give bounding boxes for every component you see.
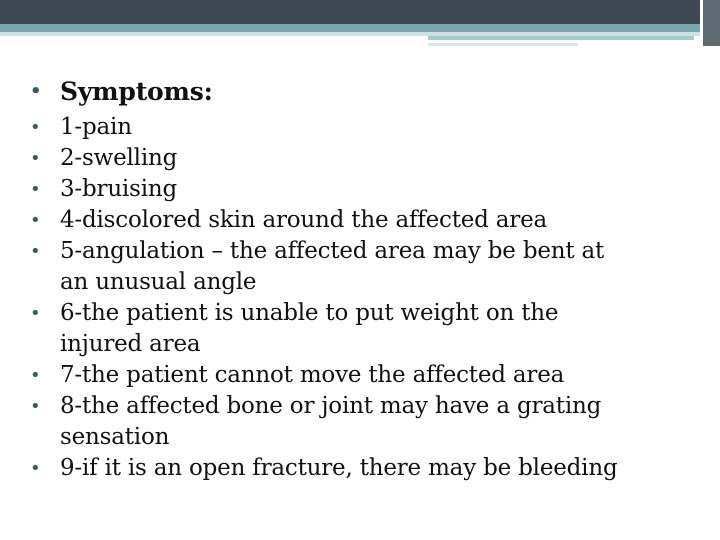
bullet-text-continuation: an unusual angle <box>60 269 257 295</box>
bullet-icon: • <box>30 179 41 200</box>
bullet-icon: • <box>30 458 41 479</box>
bullet-icon: • <box>30 396 41 417</box>
bullet-text: 4-discolored skin around the affected area <box>60 207 548 233</box>
bullet-item <box>26 236 686 298</box>
top-banner <box>0 0 720 24</box>
bullet-text: 7-the patient cannot move the affected area <box>60 362 565 388</box>
bullet-item <box>26 391 686 453</box>
bullet-text: 2-swelling <box>60 145 178 171</box>
bullet-text: 5-angulation – the affected area may be bent at <box>60 238 605 264</box>
bullet-icon: • <box>30 241 41 262</box>
bullet-item <box>26 298 686 360</box>
accent-line-secondary <box>428 43 578 46</box>
bullet-icon: • <box>30 365 41 386</box>
bullet-text: Symptoms: <box>60 77 213 106</box>
bullet-list <box>26 72 686 484</box>
bullet-item <box>26 453 686 484</box>
bullet-text: 9-if it is an open fracture, there may be bleeding <box>60 455 618 481</box>
bullet-icon: • <box>30 81 42 102</box>
bullet-text-continuation: injured area <box>60 331 201 357</box>
bullet-icon: • <box>30 210 41 231</box>
bullet-icon: • <box>30 303 41 324</box>
bullet-text: 8-the affected bone or joint may have a grating <box>60 393 602 419</box>
bullet-item <box>26 112 686 143</box>
bullet-text-continuation: sensation <box>60 424 170 450</box>
bullet-text: 6-the patient is unable to put weight on the <box>60 300 559 326</box>
bullet-text: 1-pain <box>60 114 132 140</box>
top-banner-stripe <box>0 24 720 32</box>
bullet-icon: • <box>30 117 41 138</box>
bullet-heading <box>26 72 686 112</box>
bullet-item <box>26 205 686 236</box>
slide-content <box>26 72 686 484</box>
bullet-icon: • <box>30 148 41 169</box>
bullet-text: 3-bruising <box>60 176 177 202</box>
accent-line <box>428 36 694 40</box>
bullet-item <box>26 360 686 391</box>
bullet-item <box>26 174 686 205</box>
corner-decoration <box>700 0 720 46</box>
bullet-item <box>26 143 686 174</box>
